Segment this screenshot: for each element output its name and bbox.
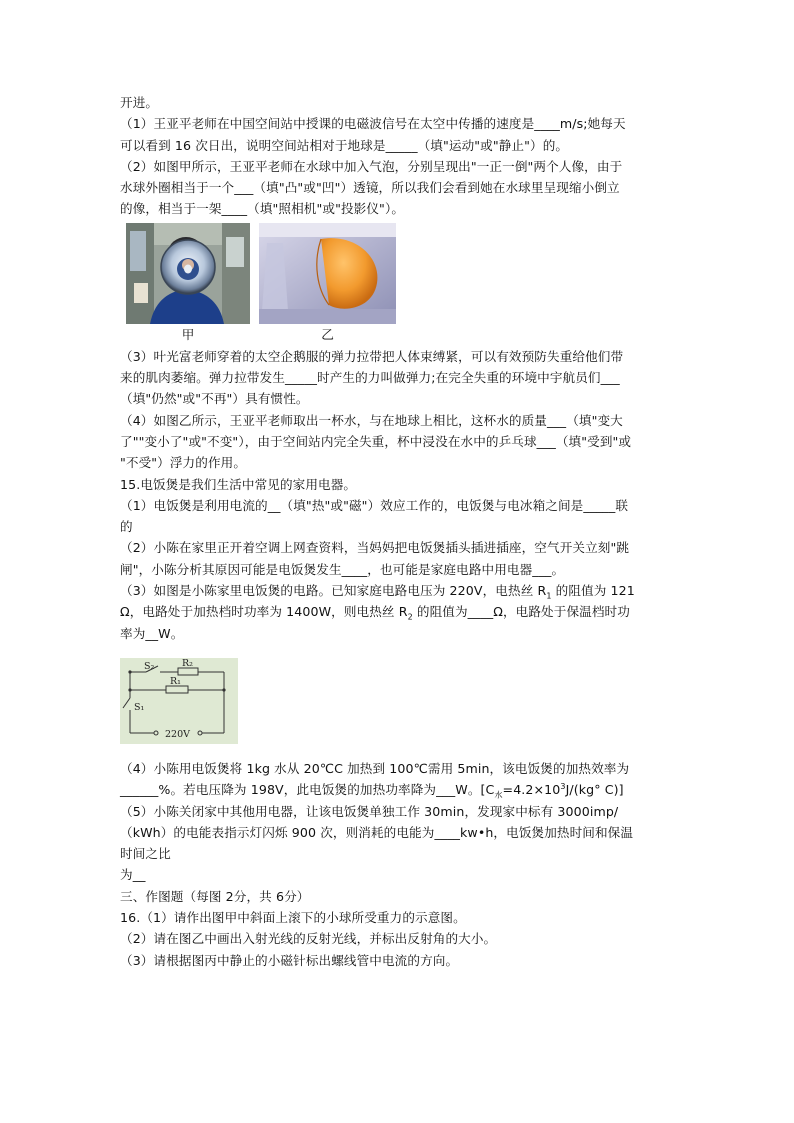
photo-row	[126, 223, 675, 324]
photo-jia	[126, 223, 250, 324]
text-line: （3）请根据图丙中静止的小磁针标出螺线管中电流的方向。	[120, 952, 459, 968]
text-line: 为__	[120, 867, 146, 883]
text-line: （3）如图是小陈家里电饭煲的电路。已知家庭电路电压为 220V，电热丝 $R_1$ 的阻值为 121	[120, 583, 635, 601]
text-line: 率为__W。	[120, 625, 184, 641]
label-s2: S₂	[144, 660, 155, 672]
text-line: （3）叶光富老师穿着的太空企鹅服的弹力拉带把人体束缚紧，可以有效预防失重给他们带	[120, 348, 624, 364]
photo-yi	[259, 223, 396, 324]
text-line: 来的肌肉萎缩。弹力拉带发生_____时产生的力叫做弹力;在完全失重的环境中宇航员们___	[120, 370, 620, 386]
text-line: （4）如图乙所示，王亚平老师取出一杯水，与在地球上相比，这杯水的质量___（填"变大	[120, 412, 623, 428]
text-line: （2）请在图乙中画出入射光线的反射光线，并标出反射角的大小。	[120, 931, 497, 947]
circuit-diagram	[120, 658, 238, 744]
text-line: "不受"）浮力的作用。	[120, 455, 247, 471]
text-line: Ω，电路处于加热档时功率为 1400W，则电热丝 $R_2$ 的阻值为____Ω，电路处于保温档时功	[120, 604, 630, 622]
text-line: 开进。	[120, 95, 159, 110]
text-line: 水球外圈相当于一个___（填"凸"或"凹"）透镜，所以我们会看到她在水球里呈现缩小倒立	[120, 180, 620, 196]
text-line: （填"仍然"或"不再"）具有惯性。	[120, 391, 309, 407]
text-line: （1）王亚平老师在中国空间站中授课的电磁波信号在太空中传播的速度是____m/s;她每天	[120, 116, 626, 132]
q15-4-block	[120, 758, 675, 801]
label-voltage: 220V	[165, 728, 190, 740]
photo-captions	[126, 324, 675, 346]
question-16-heading: 16.（1）请作出图甲中斜面上滚下的小球所受重力的示意图。	[120, 910, 466, 926]
question-15-heading: 15.电饭煲是我们生活中常见的家用电器。	[120, 476, 357, 492]
text-line: 时间之比	[120, 846, 171, 862]
section-heading: 三、作图题（每图 2分，共 6分）	[120, 888, 310, 904]
caption-yi: 乙	[321, 326, 334, 342]
label-r1: R₁	[170, 675, 181, 687]
caption-jia: 甲	[181, 326, 195, 342]
label-r2: R₂	[182, 657, 193, 669]
text-line: （2）如图甲所示，王亚平老师在水球中加入气泡，分别呈现出"一正一倒"两个人像，由于	[120, 158, 623, 174]
document-page	[120, 92, 675, 971]
text-line: 的	[120, 519, 133, 535]
text-line: 了""变小了"或"不变"），由于空间站内完全失重，杯中浸没在水中的乒乓球___（填"受到"或	[120, 433, 632, 449]
q14-block	[120, 92, 675, 220]
text-line: 的像，相当于一架____（填"照相机"或"投影仪"）。	[120, 201, 405, 217]
text-line: 闸"，小陈分析其原因可能是电饭煲发生____，也可能是家庭电路中用电器___。	[120, 561, 565, 577]
text-line: （1）电饭煲是利用电流的__（填"热"或"磁"）效应工作的，电饭煲与电冰箱之间是_____联	[120, 497, 629, 513]
q14-q15-block	[120, 346, 675, 644]
q15-5-q16-block	[120, 801, 675, 971]
text-line: （4）小陈用电饭煲将 1kg 水从 20℃C 加热到 100℃需用 5min，该电饭煲的加热效率为	[120, 760, 630, 776]
text-line: 可以看到 16 次日出，说明空间站相对于地球是_____（填"运动"或"静止"）的。	[120, 137, 569, 153]
text-line: （kWh）的电能表指示灯闪烁 900 次，则消耗的电能为____kw•h，电饭煲加热时间和保温	[120, 824, 634, 840]
text-line: （2）小陈在家里正开着空调上网查资料，当妈妈把电饭煲插头插进插座，空气开关立刻"跳	[120, 540, 630, 556]
label-s1: S₁	[134, 701, 145, 713]
text-line: ______%。若电压降为 198V，此电饭煲的加热功率降为___W。[$C_水=4.2\times 10^3J/(kg^\circ$ C)]	[120, 782, 624, 800]
text-line: （5）小陈关闭家中其他用电器，让该电饭煲单独工作 30min，发现家中标有 3000imp/	[120, 803, 619, 819]
